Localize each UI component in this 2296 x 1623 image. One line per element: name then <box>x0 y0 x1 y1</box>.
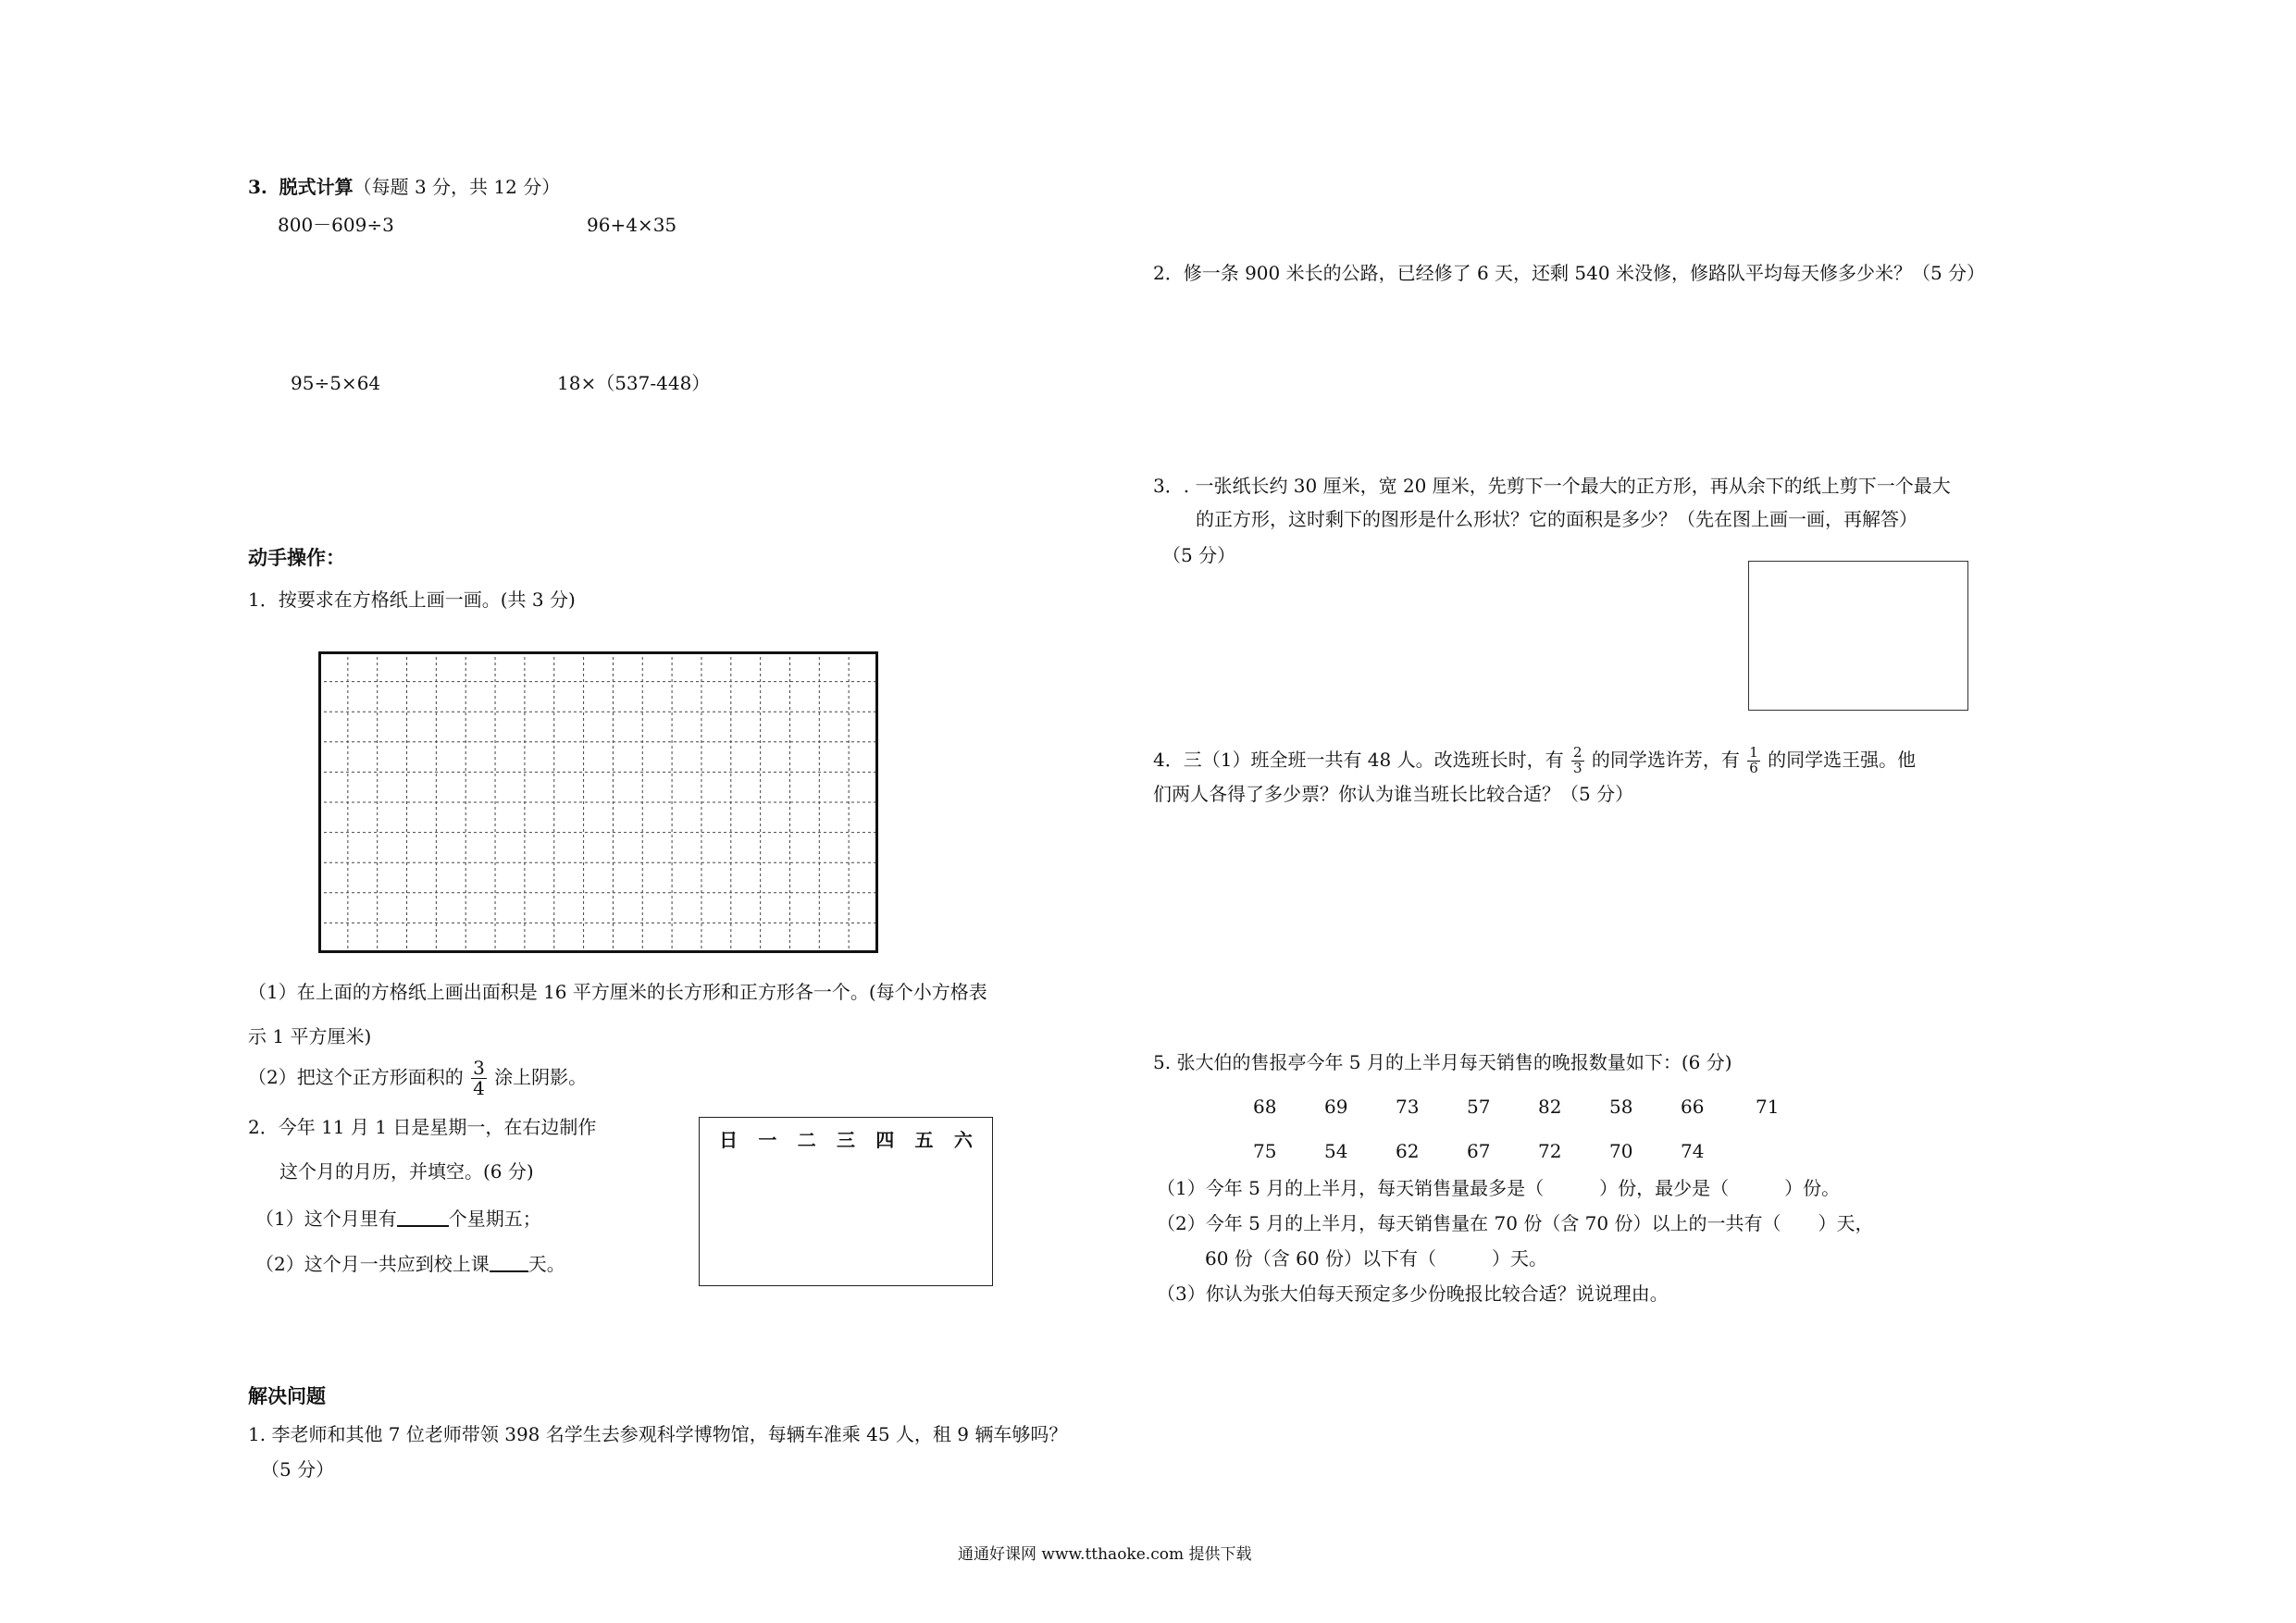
ops-q2-b: 这个月的月历，并填空。(6 分) <box>279 1160 534 1183</box>
fraction-one-sixth <box>1747 746 1760 776</box>
right-q3-c: （5 分） <box>1162 544 1236 566</box>
calc-note: （每题 3 分，共 12 分） <box>353 176 561 198</box>
right-q5-s3: （3）你认为张大伯每天预定多少份晚报比较合适？说说理由。 <box>1157 1282 1669 1305</box>
sales-value: 66 <box>1681 1096 1705 1118</box>
ops-q2-sub1-pre: （1）这个月里有 <box>255 1208 397 1230</box>
footer-credit: 通通好课网 www.tthaoke.com 提供下载 <box>958 1545 1252 1564</box>
sales-value: 58 <box>1609 1096 1633 1118</box>
weekday-thu: 四 <box>875 1129 895 1151</box>
fraction-denominator: 3 <box>1572 759 1582 776</box>
calendar-box[interactable] <box>699 1117 993 1286</box>
weekday-fri: 五 <box>914 1129 934 1151</box>
right-q4-pre: 4．三（1）班全班一共有 48 人。改选班长时，有 <box>1153 748 1564 771</box>
weekday-mon: 一 <box>758 1129 777 1151</box>
fraction-denominator: 6 <box>1749 759 1758 776</box>
right-q5-s2-b: 60 份（含 60 份）以下有（ ）天。 <box>1205 1247 1547 1270</box>
solve-q1-b: （5 分） <box>261 1458 335 1481</box>
calc-title: 脱式计算 <box>279 176 354 198</box>
sales-value: 62 <box>1396 1140 1420 1162</box>
right-q4-post: 的同学选王强。他 <box>1768 748 1917 771</box>
ops-q2-sub2-post: 天。 <box>527 1253 565 1275</box>
sales-value: 82 <box>1538 1096 1562 1118</box>
right-q3-b: 的正方形，这时剩下的图形是什么形状？它的面积是多少？（先在图上画一画，再解答） <box>1196 508 1917 530</box>
sales-value: 73 <box>1396 1096 1420 1118</box>
sales-row-2 <box>1253 1140 1752 1162</box>
ops-q2-sub2 <box>255 1252 565 1275</box>
calendar-weekday-header <box>700 1118 992 1152</box>
calc-expr-1: 800－609÷3 <box>278 214 394 236</box>
fraction-denominator: 4 <box>473 1077 485 1099</box>
calc-expr-3: 95÷5×64 <box>291 372 381 394</box>
calc-expr-2: 96+4×35 <box>587 214 677 236</box>
fridays-blank[interactable] <box>397 1207 449 1227</box>
fraction-numerator: 1 <box>1749 744 1758 761</box>
ops-q1-sub2 <box>248 1059 587 1098</box>
weekday-sun: 日 <box>719 1129 738 1151</box>
grid-paper[interactable] <box>318 651 878 953</box>
fraction-two-thirds <box>1571 746 1584 776</box>
right-q4-a <box>1153 746 1916 776</box>
sales-value: 68 <box>1253 1096 1277 1118</box>
fraction-numerator: 2 <box>1572 744 1582 761</box>
ops-q1: 1．按要求在方格纸上画一画。(共 3 分) <box>248 588 576 611</box>
sales-value: 69 <box>1324 1096 1348 1118</box>
weekday-sat: 六 <box>953 1129 973 1151</box>
weekday-wed: 三 <box>836 1129 855 1151</box>
right-q5-s1: （1）今年 5 月的上半月，每天销售量最多是（ ）份，最少是（ ）份。 <box>1157 1177 1841 1199</box>
ops-q1-sub1-b: 示 1 平方厘米) <box>248 1025 372 1047</box>
sales-value: 54 <box>1324 1140 1348 1162</box>
solve-heading: 解决问题 <box>248 1384 326 1407</box>
calc-num: 3. <box>248 176 267 198</box>
right-q4-b: 们两人各得了多少票？你认为谁当班长比较合适？（5 分） <box>1153 783 1634 805</box>
ops-q2-sub1-post: 个星期五； <box>448 1208 541 1230</box>
sales-value: 67 <box>1467 1140 1491 1162</box>
ops-q1-sub2-pre: （2）把这个正方形面积的 <box>248 1066 464 1088</box>
sales-value: 71 <box>1756 1096 1780 1118</box>
sales-row-1 <box>1253 1096 1827 1118</box>
calc-expr-4: 18×（537-448） <box>557 372 711 394</box>
ops-q2-a: 2．今年 11 月 1 日是星期一，在右边制作 <box>248 1116 597 1138</box>
right-q3-a: 3．. 一张纸长约 30 厘米，宽 20 厘米，先剪下一个最大的正方形，再从余下的纸上剪下一个最大 <box>1153 475 1951 497</box>
fraction-three-quarters <box>471 1059 487 1098</box>
ops-heading: 动手操作： <box>248 546 345 569</box>
sales-value: 75 <box>1253 1140 1277 1162</box>
calc-section-title <box>248 176 560 198</box>
paper-rectangle[interactable] <box>1748 561 1968 711</box>
sales-value: 70 <box>1609 1140 1633 1162</box>
ops-q2-sub1 <box>255 1207 541 1230</box>
sales-value: 74 <box>1681 1140 1705 1162</box>
right-q2: 2．修一条 900 米长的公路，已经修了 6 天，还剩 540 米没修，修路队平均每天修多少米？（5 分） <box>1153 262 1986 284</box>
ops-q1-sub2-post: 涂上阴影。 <box>494 1066 588 1088</box>
sales-value: 72 <box>1538 1140 1562 1162</box>
right-q5: 5. 张大伯的售报亭今年 5 月的上半月每天销售的晚报数量如下：(6 分) <box>1153 1051 1732 1073</box>
weekday-tue: 二 <box>797 1129 816 1151</box>
sales-value: 57 <box>1467 1096 1491 1118</box>
ops-q1-sub1-a: （1）在上面的方格纸上画出面积是 16 平方厘米的长方形和正方形各一个。(每个小方格表 <box>248 981 987 1003</box>
fraction-numerator: 3 <box>473 1057 485 1079</box>
solve-q1-a: 1. 李老师和其他 7 位老师带领 398 名学生去参观科学博物馆，每辆车准乘 45 人，租 9 辆车够吗？ <box>248 1423 1068 1445</box>
right-q4-mid: 的同学选许芳，有 <box>1591 748 1740 771</box>
right-q5-s2-a: （2）今年 5 月的上半月，每天销售量在 70 份（含 70 份）以上的一共有（ ）天， <box>1157 1212 1874 1234</box>
school-days-blank[interactable] <box>490 1252 528 1272</box>
ops-q2-sub2-pre: （2）这个月一共应到校上课 <box>255 1253 490 1275</box>
